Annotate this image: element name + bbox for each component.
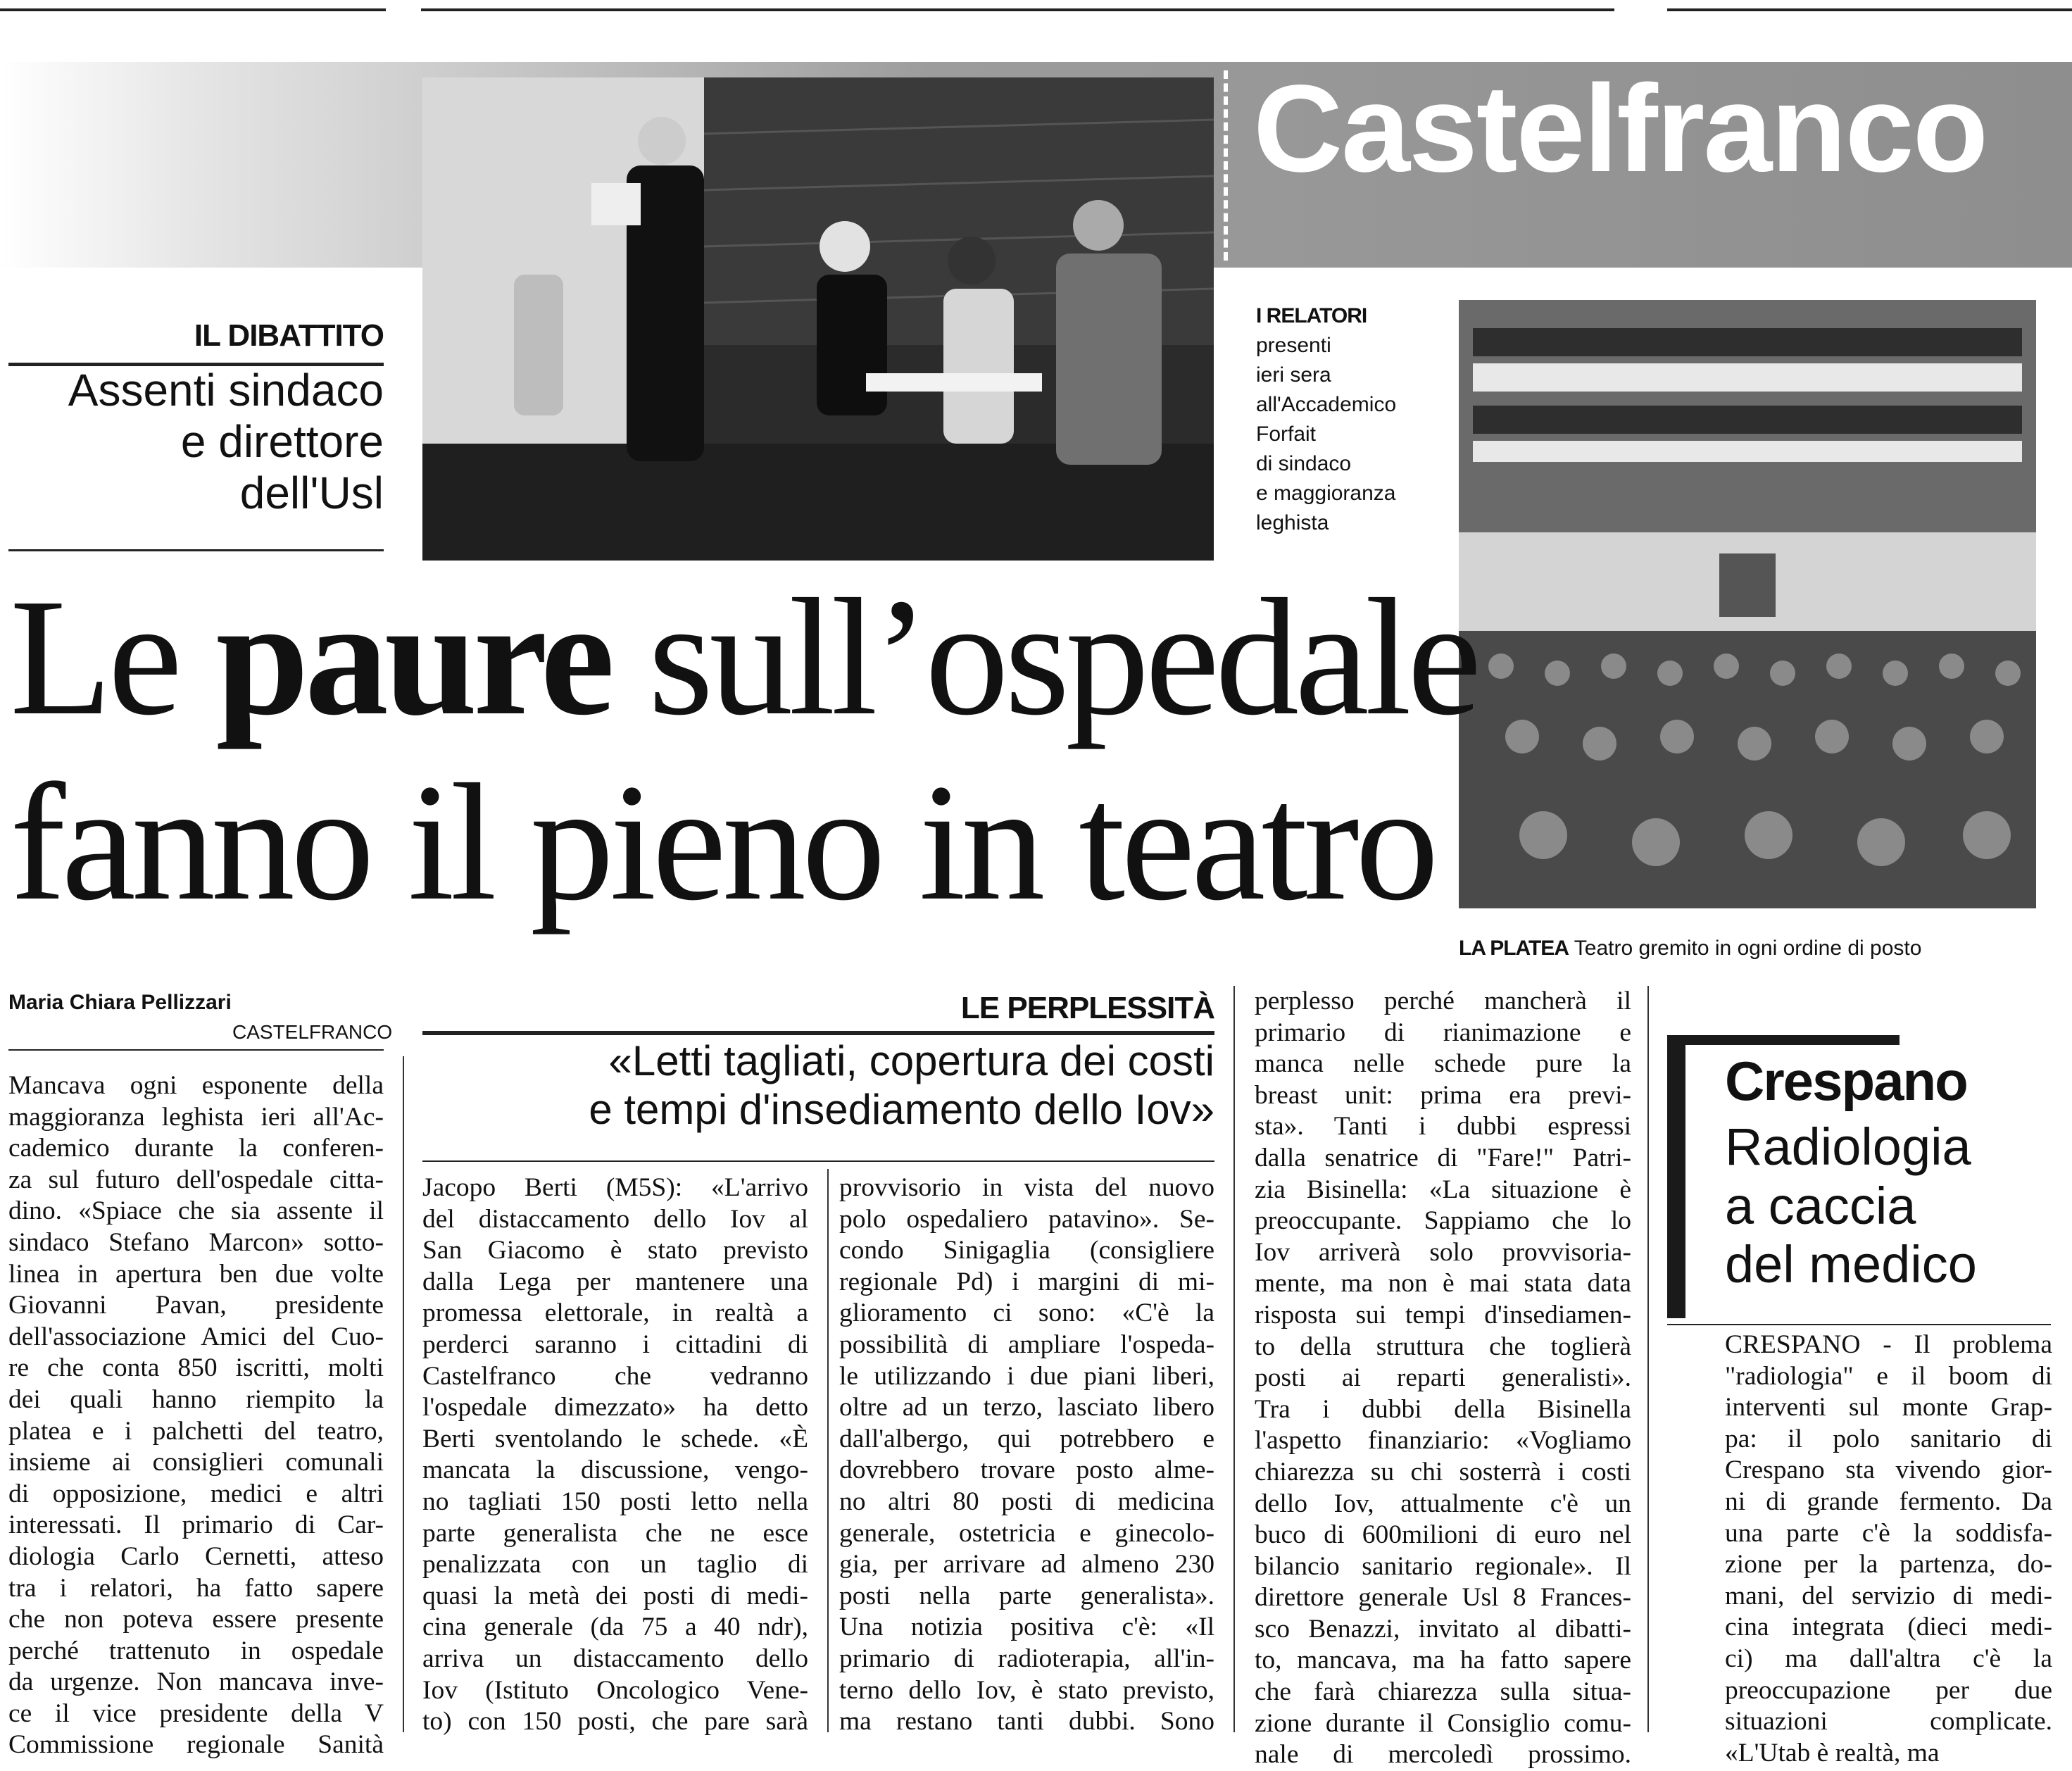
text-line: di opposizione, medici e altri (8, 1479, 384, 1508)
text-line: oltre ad un terzo, lasciato libero (839, 1393, 1214, 1422)
text-line: Giovanni Pavan, presidente (8, 1291, 384, 1320)
text-line: promessa elettorale, in realtà a (422, 1298, 808, 1328)
text-line: cademico durante la conferen- (8, 1134, 384, 1163)
text-line: dell'associazione Amici del Cuo- (8, 1322, 384, 1351)
perplessita-quote-line-2: e tempi d'insediamento dello Iov» (589, 1086, 1214, 1133)
text-line: breast unit: prima era previ- (1255, 1080, 1631, 1110)
text-line: l'aspetto finanziario: «Vogliamo (1255, 1426, 1631, 1456)
text-line: nale di mercoledì prossimo. (1255, 1740, 1631, 1770)
dibattito-kicker: IL DIBATTITO (194, 318, 384, 353)
band-divider (1224, 70, 1228, 261)
byline-author: Maria Chiara Pellizzari (8, 991, 232, 1014)
crespano-subhead (1725, 1118, 1977, 1294)
text-line: da urgenze. Non mancava inve- (8, 1667, 384, 1697)
text-line: mani, del servizio di medi- (1725, 1581, 2052, 1610)
text-line: generale, ostetricia e ginecolo- (839, 1518, 1214, 1548)
text-line: ci) ma dall'altra c'è la (1725, 1644, 2052, 1673)
text-line: CRESPANO - Il problema (1725, 1330, 2052, 1359)
text-line: sta». Tanti i dubbi espressi (1255, 1112, 1631, 1141)
col-separator-1 (403, 1056, 404, 1732)
text-line: Iov (Istituto Oncologico Vene- (422, 1675, 808, 1705)
text-line: cina generale (da 75 a 40 ndr), (422, 1613, 808, 1642)
perplessita-rule-top (422, 1031, 1214, 1035)
text-line: to, mancava, ma ha fatto sapere (1255, 1646, 1631, 1675)
headline-line-2: fanno il pieno in teatro (10, 750, 1435, 935)
text-line: tra i relatori, ha fatto sapere (8, 1573, 384, 1603)
headline-line-1 (10, 565, 1478, 750)
text-line: San Giacomo è stato previsto (422, 1236, 808, 1265)
theatre-photo-image (1459, 300, 2036, 908)
col-separator-3 (1233, 986, 1235, 1732)
text-line: diologia Carlo Cernetti, atteso (8, 1541, 384, 1571)
text-line: regionale Pd) i margini di mi- (839, 1267, 1214, 1296)
crespano-rule (1667, 1324, 2051, 1325)
text-line: sco Benazzi, invitato al dibatti- (1255, 1614, 1631, 1644)
dibattito-subhead (8, 365, 384, 519)
article-column-4 (1255, 986, 1631, 1771)
top-rule-right (1667, 0, 2072, 11)
text-line: cina integrata (dieci medi- (1725, 1613, 2052, 1642)
text-line: perché trattenuto in ospedale (8, 1636, 384, 1665)
text-line: primario di radioterapia, all'in- (839, 1644, 1214, 1673)
text-line: condo Sinigaglia (consigliere (839, 1236, 1214, 1265)
dibattito-line-1: Assenti sindaco (68, 365, 384, 415)
text-line: Una notizia positiva c'è: «Il (839, 1613, 1214, 1642)
text-line: penalizzata con un taglio di (422, 1550, 808, 1579)
text-line: ni di grande fermento. Da (1725, 1487, 2052, 1516)
perplessita-quote-line-1: «Letti tagliati, copertura dei costi (608, 1037, 1214, 1084)
relatori-line-3: all'Accademico (1256, 393, 1397, 416)
text-line: zia Bisinella: «La situazione è (1255, 1175, 1631, 1204)
text-line: ce il vice presidente della V (8, 1698, 384, 1728)
text-line: linea in apertura ben due volte (8, 1259, 384, 1289)
perplessita-quote (422, 1037, 1214, 1134)
perplessita-rule-bottom (422, 1160, 1214, 1162)
dibattito-rule-bottom (8, 549, 384, 551)
relatori-line-7: leghista (1256, 511, 1329, 534)
text-line: Commissione regionale Sanità (8, 1730, 384, 1760)
text-line: manca nelle schede pure la (1255, 1049, 1631, 1079)
col-separator-4 (1647, 986, 1649, 1732)
text-line: primario di rianimazione e (1255, 1018, 1631, 1047)
text-line: platea e i palchetti del teatro, (8, 1416, 384, 1446)
top-rule-mid (421, 0, 1614, 11)
crespano-sub-2: a caccia (1725, 1176, 1916, 1235)
text-line: dovrebbero trovare posto alme- (839, 1456, 1214, 1485)
col-separator-2 (827, 1169, 829, 1732)
text-line: polo ospedaliero patavino». Se- (839, 1204, 1214, 1234)
text-line: no altri 80 posti di medicina (839, 1487, 1214, 1516)
text-line: arriva un distaccamento dello (422, 1644, 808, 1673)
text-line: Jacopo Berti (M5S): «L'arrivo (422, 1173, 808, 1202)
theatre-photo (1459, 300, 2036, 908)
text-line: preoccupante. Sappiamo che lo (1255, 1206, 1631, 1236)
relatori-line-2: ieri sera (1256, 363, 1331, 387)
text-line: Castelfranco che vedranno (422, 1361, 808, 1391)
article-column-5 (1725, 1329, 2052, 1769)
crespano-sub-1: Radiologia (1725, 1118, 1971, 1176)
text-line: «L'Utab è realtà, ma (1725, 1738, 1940, 1767)
relatori-label: I RELATORI (1256, 304, 1367, 327)
relatori-line-5: di sindaco (1256, 452, 1352, 475)
text-line: Tra i dubbi della Bisinella (1255, 1394, 1631, 1424)
byline-place: CASTELFRANCO (232, 1021, 393, 1043)
speakers-photo-image (422, 77, 1214, 561)
text-line: direttore generale Usl 8 Frances- (1255, 1583, 1631, 1613)
top-rule-left (0, 0, 386, 11)
text-line: terno dello Iov, è stato previsto, (839, 1675, 1214, 1705)
platea-caption (1459, 934, 2036, 963)
headline-emphasis: paure (215, 565, 611, 750)
article-column-1 (8, 1070, 384, 1761)
text-line: re che conta 850 iscritti, molti (8, 1353, 384, 1383)
text-line: Berti sventolando le schede. «È (422, 1424, 808, 1453)
dibattito-line-3: dell'Usl (239, 467, 384, 518)
crespano-sub-3: del medico (1725, 1235, 1977, 1294)
byline-rule (8, 1049, 384, 1051)
text-line: parte generalista che ne esce (422, 1518, 808, 1548)
text-line: dall'albergo, qui potrebbero e (839, 1424, 1214, 1453)
relatori-line-4: Forfait (1256, 423, 1317, 446)
text-line: Crespano sta vivendo gior- (1725, 1456, 2052, 1485)
crespano-bracket-top (1667, 1035, 1900, 1045)
text-line: zione per la partenza, do- (1725, 1550, 2052, 1579)
text-line: Iov arriverà solo provvisoria- (1255, 1237, 1631, 1267)
text-line: mancata la discussione, vengo- (422, 1456, 808, 1485)
text-line: insieme ai consiglieri comunali (8, 1448, 384, 1477)
headline-part-3: sull’ospedale (610, 565, 1478, 750)
text-line: dalla senatrice di "Fare!" Patri- (1255, 1143, 1631, 1172)
text-line: risposta sui tempi d'insediamen- (1255, 1300, 1631, 1329)
relatori-line-1: presenti (1256, 334, 1331, 357)
text-line: maggioranza leghista ieri all'Ac- (8, 1102, 384, 1132)
text-line: bilancio sanitario regionale». Il (1255, 1551, 1631, 1581)
text-line: posti ai reparti generalisti». (1255, 1363, 1631, 1393)
text-line: buco di 600milioni di euro nel (1255, 1520, 1631, 1550)
text-line: dei quali hanno riempito la (8, 1384, 384, 1414)
text-line: pa: il polo sanitario di (1725, 1424, 2052, 1453)
platea-text: Teatro gremito in ogni ordine di posto (1574, 937, 1922, 960)
text-line: chiarezza su chi sosterrà i costi (1255, 1457, 1631, 1487)
text-line: posti nella parte generalista». (839, 1581, 1214, 1610)
text-line: le utilizzando i due piani liberi, (839, 1361, 1214, 1391)
crespano-title: Crespano (1725, 1050, 1967, 1112)
text-line: glioramento ci sono: «C'è la (839, 1298, 1214, 1328)
crespano-bracket (1667, 1035, 1685, 1318)
text-line: Mancava ogni esponente della (8, 1071, 384, 1100)
speakers-photo (422, 77, 1214, 561)
article-column-3 (839, 1172, 1214, 1738)
text-line: to) con 150 posti, che pare sarà (422, 1707, 808, 1736)
text-line: provvisorio in vista del nuovo (839, 1173, 1214, 1202)
text-line: l'ospedale dimezzato» ha detto (422, 1393, 808, 1422)
perplessita-kicker: LE PERPLESSITÀ (960, 991, 1214, 1025)
text-line: dalla Lega per mantenere una (422, 1267, 808, 1296)
text-line: no tagliati 150 posti letto nella (422, 1487, 808, 1516)
platea-label: LA PLATEA (1459, 937, 1569, 960)
text-line: mente, ma non è mai stata data (1255, 1269, 1631, 1298)
article-column-2 (422, 1172, 808, 1738)
text-line: che non poteva essere presente (8, 1605, 384, 1634)
text-line: sindaco Stefano Marcon» sotto- (8, 1227, 384, 1257)
text-line: za sul futuro dell'ospedale citta- (8, 1165, 384, 1194)
text-line: situazioni complicate. (1725, 1707, 2052, 1736)
relatori-caption (1256, 301, 1446, 538)
text-line: dello Iov, attualmente c'è un (1255, 1489, 1631, 1518)
text-line: possibilità di ampliare l'ospeda- (839, 1329, 1214, 1359)
text-line: ma restano tanti dubbi. Sono (839, 1707, 1214, 1736)
text-line: preoccupazione per due (1725, 1675, 2052, 1705)
dibattito-line-2: e direttore (180, 415, 384, 467)
text-line: che farà chiarezza sulla situa- (1255, 1677, 1631, 1707)
text-line: una parte c'è la soddisfa- (1725, 1518, 2052, 1548)
relatori-line-6: e maggioranza (1256, 482, 1396, 505)
text-line: quasi la metà dei posti di medi- (422, 1581, 808, 1610)
text-line: "radiologia" e il boom di (1725, 1361, 2052, 1391)
headline-part-1: Le (10, 565, 216, 750)
text-line: perderci saranno i cittadini di (422, 1329, 808, 1359)
text-line: del distaccamento dello Iov al (422, 1204, 808, 1234)
text-line: to della struttura che toglierà (1255, 1332, 1631, 1361)
section-title: Castelfranco (1253, 60, 1988, 198)
text-line: perplesso perché mancherà il (1255, 987, 1631, 1015)
text-line: gia, per arrivare ad almeno 230 (839, 1550, 1214, 1579)
text-line: interventi sul monte Grap- (1725, 1393, 2052, 1422)
text-line: zione durante il Consiglio comu- (1255, 1708, 1631, 1738)
text-line: interessati. Il primario di Car- (8, 1510, 384, 1540)
text-line: dino. «Spiace che sia assente il (8, 1196, 384, 1226)
